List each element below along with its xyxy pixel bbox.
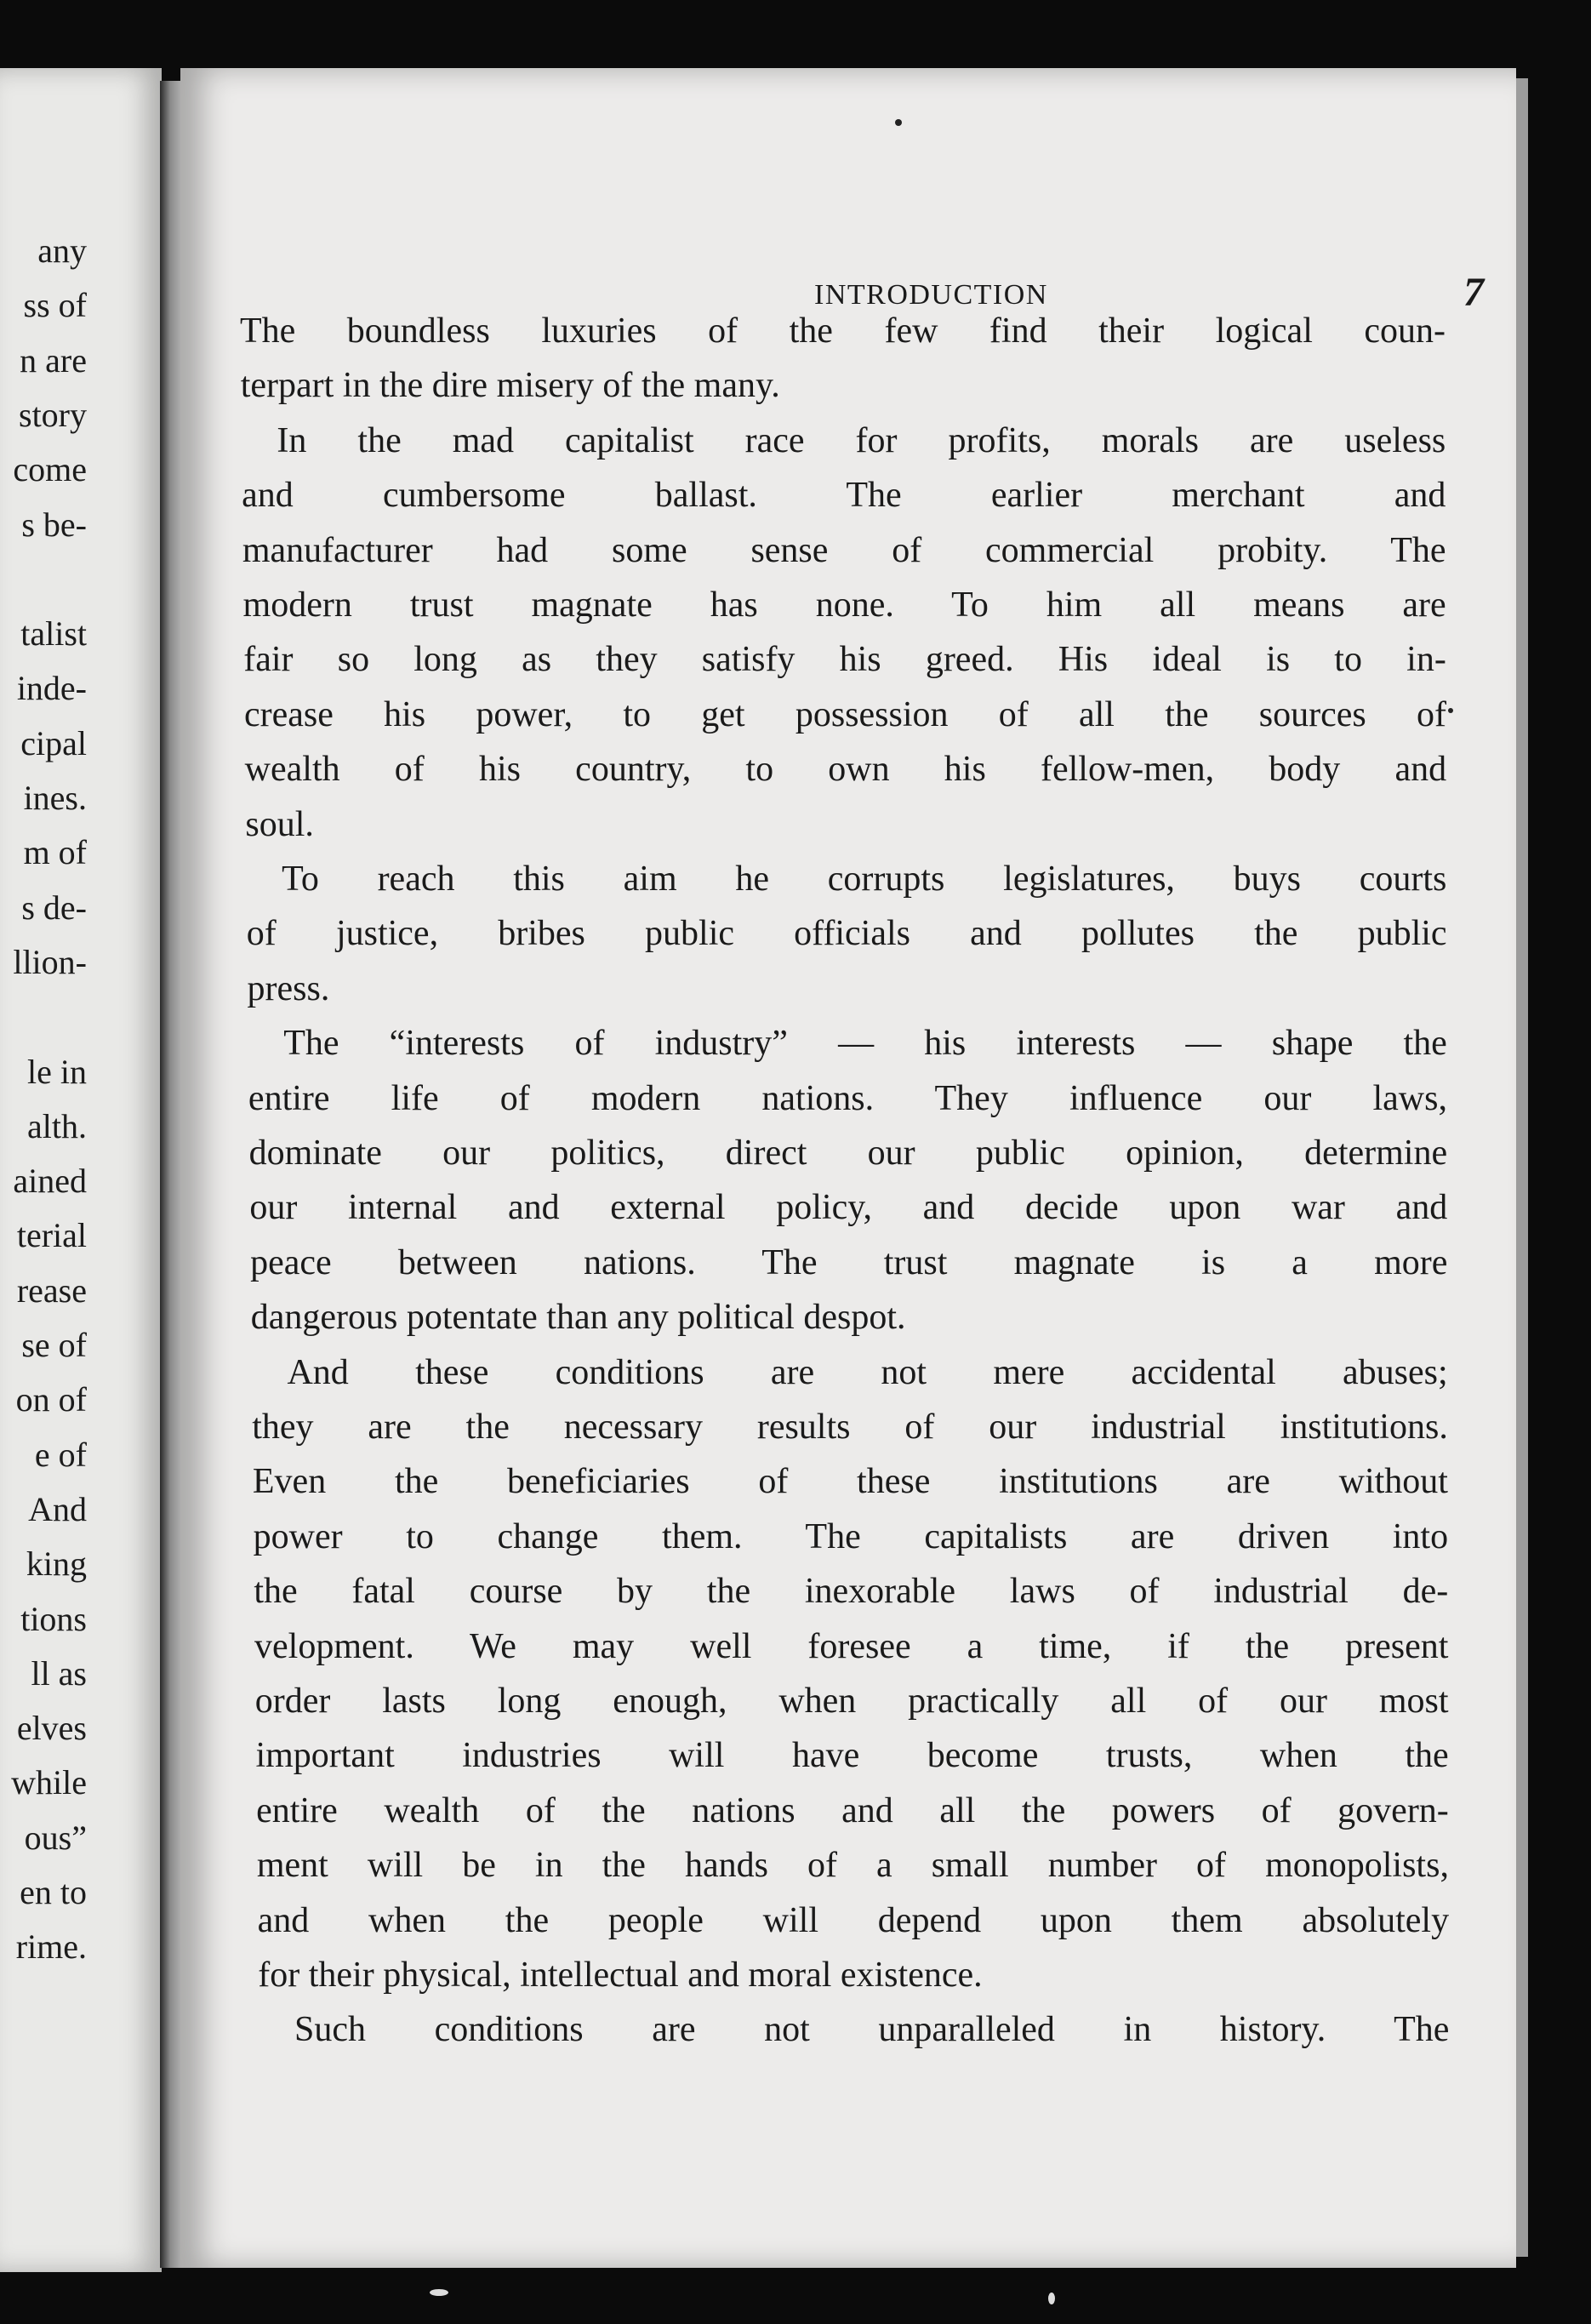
left-page-line: ss of [23, 286, 87, 325]
left-page-line: s de- [21, 888, 87, 927]
body-line: dangerous potentate than any political despot. [250, 1298, 906, 1338]
left-page-line: talist [20, 614, 87, 654]
body-line: entire life of modern nations. They influence our laws, [248, 1078, 1447, 1118]
left-page-line: n are [20, 340, 87, 380]
body-line: soul. [245, 804, 314, 844]
left-page-line: elves [16, 1709, 87, 1748]
body-line: dominate our politics, direct our public opinion, determine [248, 1133, 1448, 1173]
left-page-line: s be- [21, 505, 87, 544]
left-page-line: alth. [27, 1106, 87, 1145]
body-line: important industries will have become trusts, when the [255, 1736, 1449, 1776]
body-line: The boundless luxuries of the few find their logical coun- [240, 311, 1446, 351]
body-line: they are the necessary results of our industrial institutions. [252, 1408, 1448, 1447]
body-line: entire wealth of the nations and all the powers of govern- [256, 1790, 1449, 1830]
body-line: our internal and external policy, and decide upon war and [249, 1188, 1448, 1228]
left-page-line: rime. [15, 1927, 87, 1967]
running-head: INTRODUCTION [814, 279, 1048, 311]
left-page-line: rease [16, 1270, 87, 1310]
left-page-line: e of [34, 1435, 87, 1474]
left-page-line: le in [27, 1052, 87, 1091]
left-page-line: llion- [13, 942, 87, 981]
left-page-line: ous” [24, 1818, 87, 1857]
body-line: and when the people will depend upon them absolutely [257, 1900, 1450, 1940]
left-page-line: And [28, 1489, 87, 1528]
body-line: Such conditions are not unparalleled in history. The [294, 2010, 1450, 2050]
body-line: To reach this aim he corrupts legislatures, buys courts [282, 859, 1447, 899]
body-line: ment will be in the hands of a small number of monopolists, [256, 1846, 1449, 1886]
dust-speck [1048, 2293, 1055, 2304]
page-body-text [180, 68, 1516, 2268]
left-page-line: while [11, 1763, 87, 1802]
left-page-line: on of [15, 1380, 87, 1419]
left-page-line: m of [23, 833, 87, 872]
body-line: velopment. We may well foresee a time, if the present [254, 1626, 1449, 1666]
left-page-line: ained [13, 1162, 87, 1201]
left-page-line: cipal [20, 723, 87, 762]
dust-speck [895, 119, 902, 126]
left-page-line: come [13, 450, 87, 489]
body-line: modern trust magnate has none. To him all means are [242, 585, 1446, 625]
body-line: crease his power, to get possession of all the sources of [243, 694, 1446, 734]
left-page-line: ll as [31, 1653, 87, 1693]
body-line: of justice, bribes public officials and pollutes the public [246, 914, 1447, 954]
left-page-line: se of [21, 1326, 87, 1364]
left-page-line: inde- [16, 669, 87, 708]
body-line: wealth of his country, to own his fellow-men, body and [244, 750, 1447, 790]
body-line: the fatal course by the inexorable laws of industrial de- [254, 1572, 1449, 1612]
body-line: peace between nations. The trust magnate is a more [250, 1242, 1448, 1282]
body-line: In the mad capitalist race for profits, morals are useless [277, 420, 1446, 460]
left-page-line: en to [20, 1873, 87, 1911]
dust-speck [430, 2289, 448, 2296]
body-line: The “interests of industry” — his interests — shape the [283, 1024, 1447, 1064]
body-line: press. [247, 968, 330, 1008]
dust-speck [1448, 708, 1453, 713]
body-line: order lasts long enough, when practically all of our most [254, 1682, 1449, 1721]
body-line: and cumbersome ballast. The earlier merchant and [242, 476, 1446, 516]
left-page-line: terial [16, 1216, 87, 1255]
body-line: And these conditions are not mere accidental abuses; [287, 1352, 1448, 1392]
body-line: manufacturer had some sense of commercial probity. The [242, 530, 1446, 570]
body-line: power to change them. The capitalists are driven into [253, 1516, 1449, 1556]
left-page-line: ines. [23, 779, 87, 817]
right-page [180, 68, 1516, 2268]
left-page [0, 68, 162, 2272]
page-edge [1516, 78, 1528, 2257]
body-line: fair so long as they satisfy his greed. His ideal is to in- [243, 640, 1446, 680]
left-page-line: tions [20, 1599, 87, 1638]
page-number: 7 [1463, 270, 1484, 315]
body-line: terpart in the dire misery of the many. [240, 366, 780, 406]
body-line: for their physical, intellectual and moral existence. [258, 1956, 983, 1995]
left-page-line: any [37, 231, 87, 270]
body-line: Even the beneficiaries of these institutions are without [252, 1462, 1448, 1502]
left-page-line: story [19, 395, 87, 434]
left-page-line: king [26, 1545, 87, 1584]
